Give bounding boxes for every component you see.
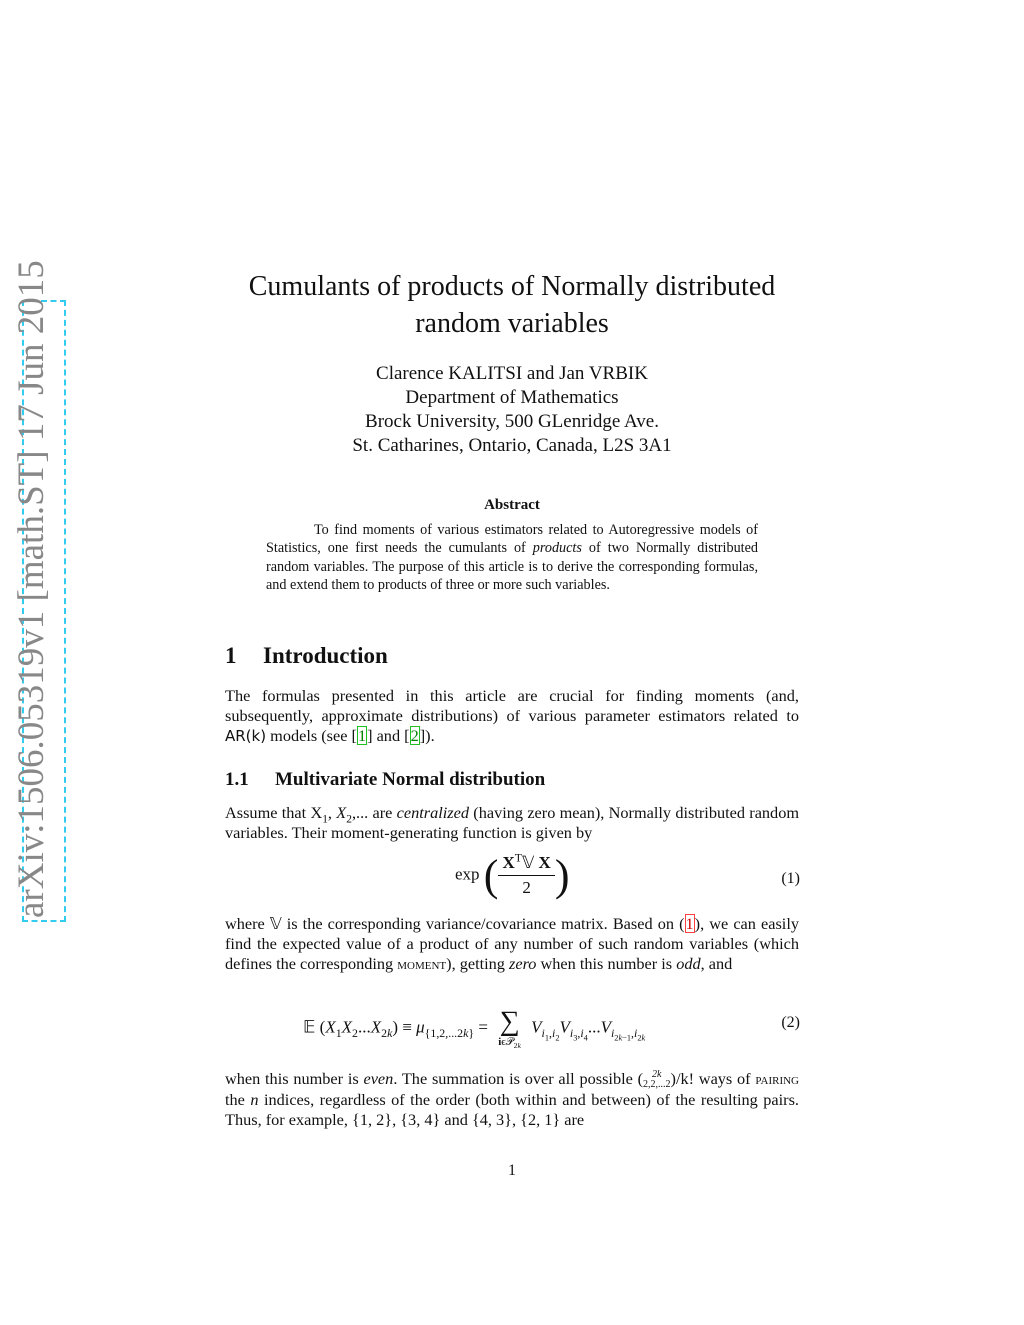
author-block: [200, 362, 824, 458]
mvn2-text-d: when this number is: [536, 954, 677, 974]
location: St. Catharines, Ontario, Canada, L2S 3A1: [352, 435, 672, 456]
pairing-term: pairing: [755, 1069, 799, 1088]
intro-text-b: models (see: [266, 726, 352, 746]
university: Brock University, 500 GLenridge Ave.: [365, 411, 659, 432]
intro-text-a: The formulas presented in this article are crucial for finding moments (and, subsequently, approximate distributions) of various parameter estimators related to: [225, 686, 799, 726]
mvn3-text-b: . The summation is over all possible: [393, 1069, 638, 1088]
title-line-2: random variables: [415, 308, 609, 339]
authors: Clarence KALITSI and Jan VRBIK: [376, 363, 648, 384]
even-term: even: [363, 1069, 394, 1088]
equation-2-label: (2): [781, 1014, 800, 1031]
intro-paragraph: The formulas presented in this article are crucial for finding moments (and, subsequently, approximate distributions) of various parameter estimators related to AR(k) models (see [1] and [2]).: [225, 686, 799, 746]
abstract-body: [266, 521, 758, 595]
department: Department of Mathematics: [405, 387, 619, 408]
mvn2-text-c: ), getting: [446, 954, 510, 974]
arxiv-stamp[interactable]: arXiv:1506.05319v1 [math.ST] 17 Jun 2015: [11, 260, 52, 918]
intro-text-c: and: [372, 726, 405, 746]
zero-term: zero: [509, 954, 537, 974]
subsection-heading: [225, 769, 545, 791]
mvn-paragraph-2: [225, 914, 799, 975]
mvn2-text-b: ), we can easily find the expected value of a product of any number of such random variables (which defines the corresponding: [225, 914, 799, 974]
equation-1-label: (1): [781, 870, 800, 887]
n-term: n: [250, 1090, 259, 1110]
subsection-title: Multivariate Normal distribution: [275, 769, 546, 790]
mvn2-text-a: where 𝕍 is the corresponding variance/covariance matrix. Based on (: [225, 914, 685, 933]
ar-k: AR(k): [225, 727, 267, 746]
mvn-paragraph-3: when this number is even. The summation is over all possible ( 2k 2,2,...2 )/k! ways of pairing the n indices, regardless of the order (both within and between) of the resulting pairs. Thus, for example, {1, 2}, {3, 4} and {4, 3}, {2, 1} are: [225, 1069, 799, 1130]
odd-term: odd: [676, 954, 701, 974]
section-title: Introduction: [263, 643, 388, 668]
eq1-numerator: X: [502, 853, 515, 872]
section-number: 1: [225, 643, 237, 668]
mvn3-text-d: the: [225, 1090, 251, 1110]
mvn-italic: centralized: [396, 803, 470, 822]
equation-2: 𝔼 $(X_1X_2...X_{2k}) \equiv \mu_{\{1,2,...2k\}}$ = ∑ iϵ𝒫$_{2k}$ $V_{i_1,i_2}V_{i_3,i_4}...V_{i_{2k-1},i_{2k}}$: [303, 1006, 646, 1051]
intro-text-d: ).: [425, 726, 435, 746]
abstract-italic: products: [532, 540, 582, 557]
moment-term: moment: [397, 954, 447, 974]
abstract-text-2: of two Normally distributed random variables. The purpose of this article is to derive the corresponding formulas, and extend them to products of three or more such variables.: [266, 540, 758, 594]
equation-1: exp ( $\frac{X^T𝕍 X}{2}$ ): [455, 850, 570, 900]
title-line-1: Cumulants of products of Normally distributed: [248, 271, 776, 302]
mvn-paragraph-1: Assume that $X_1$, $X_2$,... are centralized (having zero mean), Normally distributed random variables. Their moment-generating function is given by: [225, 803, 800, 843]
citation-link-1[interactable]: 1: [357, 726, 367, 746]
mvn-text-c: (having zero mean), Normally distributed random variables. Their moment-generating function is given by: [225, 803, 800, 843]
equation-ref-1[interactable]: 1: [685, 914, 694, 933]
mvn3-text-c: /k! ways of: [675, 1069, 756, 1088]
mvn2-text-e: , and: [700, 954, 733, 974]
page-number: 1: [508, 1162, 516, 1179]
eq1-exp: exp: [455, 864, 480, 884]
paper-title: [160, 268, 864, 342]
section-heading-introduction: [225, 643, 388, 669]
mvn-text-a: Assume that X: [225, 803, 323, 822]
abstract-text-1: To find moments of various estimators related to Autoregressive models of Statistics, one first needs the cumulants of: [266, 522, 758, 557]
mvn-text-b: are: [368, 803, 397, 822]
citation-link-2[interactable]: 2: [410, 726, 419, 746]
mvn3-text-a: when this number is: [225, 1069, 364, 1088]
mvn3-text-e: indices, regardless of the order (both within and between) of the resulting pairs. Thus, for example, {1, 2}, {3, 4} and {4, 3}, {2, 1} are: [225, 1090, 799, 1130]
abstract-heading: Abstract: [484, 497, 540, 513]
eq1-denominator: 2: [522, 878, 531, 897]
subsection-number: 1.1: [225, 769, 249, 790]
